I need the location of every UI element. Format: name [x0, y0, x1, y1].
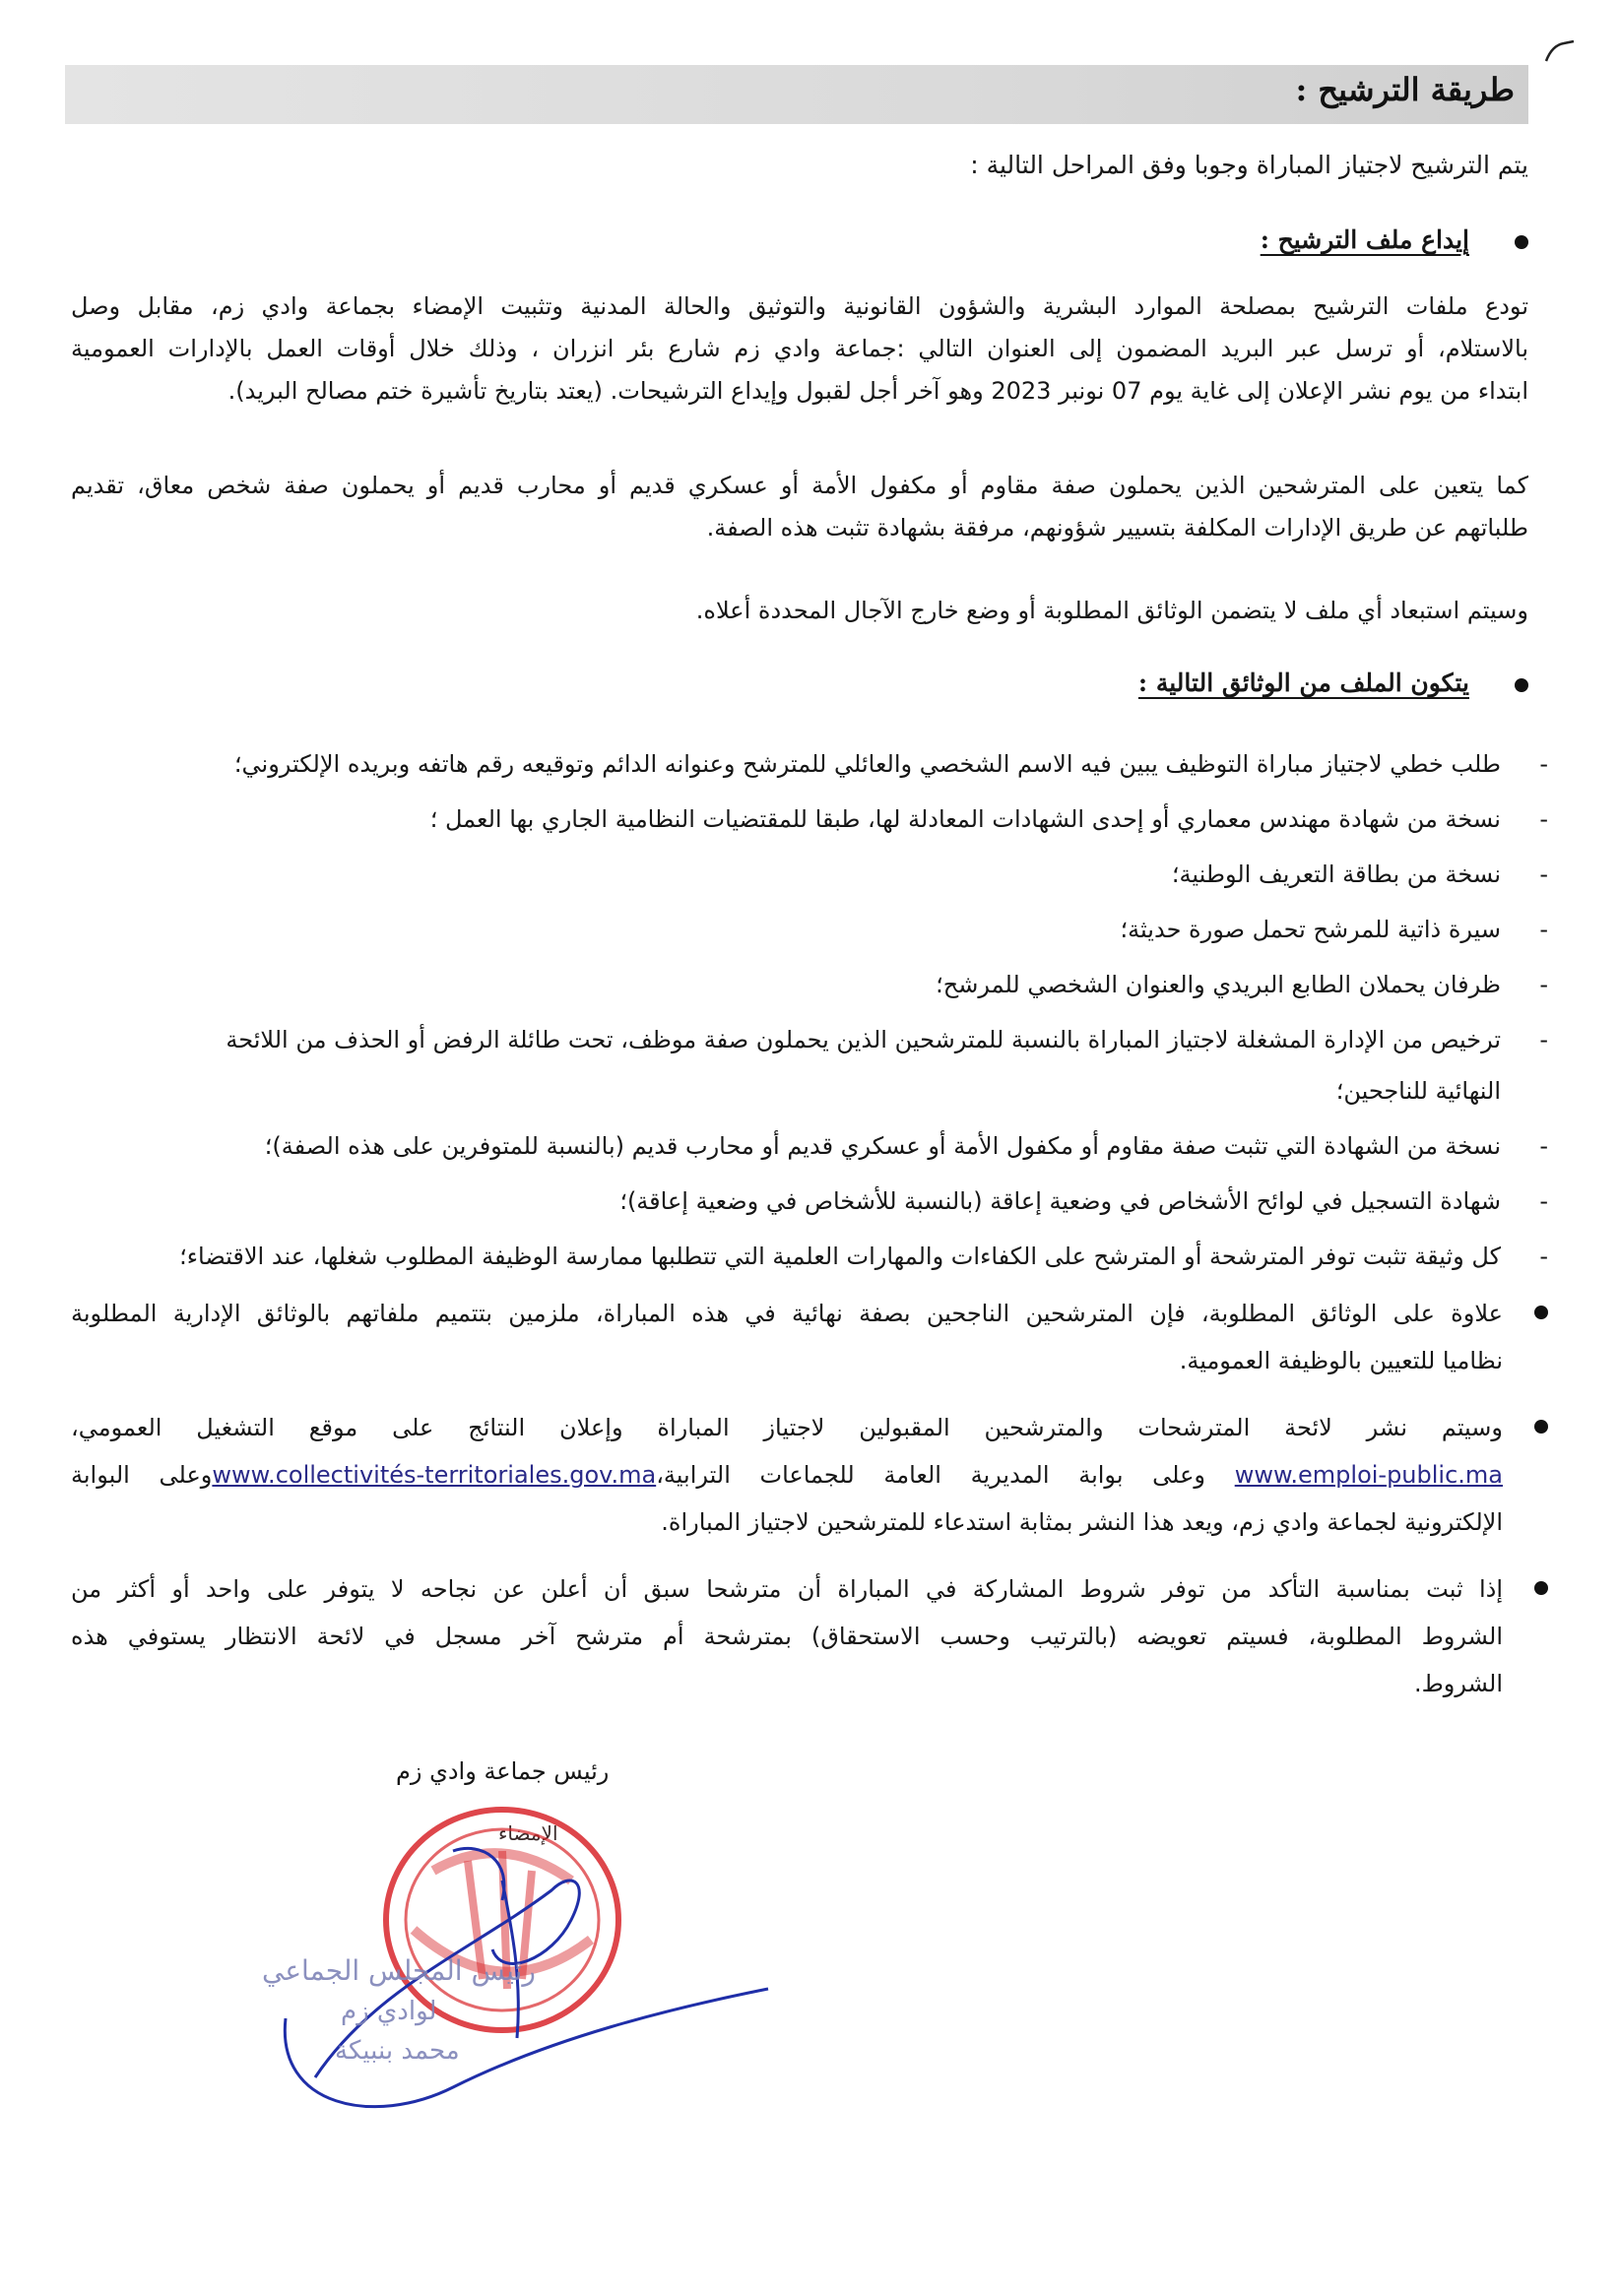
dash-marker: - [1539, 750, 1548, 778]
signature-label: الإمضاء [498, 1821, 558, 1845]
dash-marker: - [1539, 805, 1548, 833]
paragraph-line: علاوة على الوثائق المطلوبة، فإن المترشحين الناجحين بصفة نهائية في هذه المباراة، ملزمين بتتميم ملفاتهم بالوثائق الإدارية المطلوبة [71, 1300, 1503, 1327]
signatory-title: رئيس جماعة وادي زم [396, 1757, 610, 1785]
dash-marker: - [1539, 861, 1548, 888]
paragraph-line: تودع ملفات الترشيح بمصلحة الموارد البشرية والشؤون القانونية والتوثيق والحالة المدنية وتثبيت الإمضاء بجماعة وادي زم، مقابل وصل [71, 292, 1528, 320]
deposit-paragraph-1 [71, 288, 1528, 409]
seal-president-title: رئيس المجلس الجماعي [262, 1954, 536, 1987]
list-item: - نسخة من شهادة مهندس معماري أو إحدى الشهادات المعادلة لها، طبقا للمقتضيات النظامية الجاري بها العمل ؛ [71, 801, 1548, 837]
paragraph-line: طلباتهم عن طريق الإدارات المكلفة بتسيير شؤونهم، مرفقة بشهادة تثبت هذه الصفة. [706, 514, 1528, 542]
documents-list [71, 746, 1548, 1274]
paragraph-line: كما يتعين على المترشحين الذين يحملون صفة مقاوم أو مكفول الأمة أو عسكري قديم أو محارب قديم أو يحملون صفة شخص معاق، تقديم [71, 472, 1528, 499]
list-item: - نسخة من بطاقة التعريف الوطنية؛ [71, 857, 1548, 892]
emploi-public-link[interactable]: www.emploi-public.ma [1234, 1461, 1503, 1489]
paragraph-line: ابتداء من يوم نشر الإعلان إلى غاية يوم 07 نونبر 2023 وهو آخر أجل لقبول وإيداع الترشيحات. (يعتد بتاريخ تأشيرة ختم مصالح البريد). [227, 377, 1528, 405]
paragraph-line: وسيتم استبعاد أي ملف لا يتضمن الوثائق المطلوبة أو وضع خارج الآجال المحددة أعلاه. [695, 597, 1528, 624]
paragraph-line: الشروط. [1413, 1670, 1503, 1697]
section-title-bar [65, 65, 1528, 124]
bullet-icon [1534, 1420, 1548, 1434]
paragraph-line: نظاميا للتعيين بالوظيفة العمومية. [1179, 1347, 1503, 1374]
collectivites-link[interactable]: www.collectivités-territoriales.gov.ma [212, 1461, 657, 1489]
deposit-heading: إيداع ملف الترشيح : [1261, 223, 1528, 258]
dash-marker: - [1539, 1026, 1548, 1053]
deposit-paragraph-2 [71, 468, 1528, 545]
paragraph-line: الإلكترونية لجماعة وادي زم، ويعد هذا النشر بمثابة استدعاء للمترشحين لاجتياز المباراة. [661, 1508, 1503, 1536]
dash-marker: - [1539, 971, 1548, 998]
dash-marker: - [1539, 1243, 1548, 1270]
seal-commune-name: لوادي زم [341, 1997, 437, 2026]
note-additional-documents [71, 1290, 1548, 1384]
list-item: - طلب خطي لاجتياز مباراة التوظيف يبين فيه الاسم الشخصي والعائلي للمترشح وعنوانه الدائم وتوقيعه رقم هاتفه وبريده الإلكتروني؛ [71, 746, 1548, 782]
paragraph-line: www.emploi-public.ma وعلى بوابة المديرية العامة للجماعات الترابية،www.collectivités-territoriales.gov.maوعلى البوابة [71, 1461, 1503, 1489]
list-item: - نسخة من الشهادة التي تثبت صفة مقاوم أو مكفول الأمة أو عسكري قديم أو محارب قديم (بالنسبة للمتوفرين على هذه الصفة)؛ [71, 1128, 1548, 1164]
corner-pen-mark [1542, 35, 1582, 65]
section-title: طريقة الترشيح : [1295, 71, 1515, 108]
note-replacement [71, 1565, 1548, 1707]
list-item: - سيرة ذاتية للمرشح تحمل صورة حديثة؛ [71, 912, 1548, 947]
paragraph-line: بالاستلام، أو ترسل عبر البريد المضمون إلى العنوان التالي :جماعة وادي زم شارع بئر انزران ، وذلك خلال أوقات العمل بالإدارات العمومية [71, 335, 1528, 362]
bullet-icon [1534, 1581, 1548, 1595]
list-item: - شهادة التسجيل في لوائح الأشخاص في وضعية إعاقة (بالنسبة للأشخاص في وضعية إعاقة)؛ [71, 1183, 1548, 1219]
dash-marker: - [1539, 1132, 1548, 1160]
intro-text: يتم الترشيح لاجتياز المباراة وجوبا وفق المراحل التالية : [970, 151, 1528, 179]
bullet-icon [1515, 235, 1528, 249]
list-item: - ترخيص من الإدارة المشغلة لاجتياز المباراة بالنسبة للمترشحين الذين يحملون صفة موظف، تحت طائلة الرفض أو الحذف من اللائحة النهائية للناجحين؛ [71, 1022, 1548, 1109]
bullet-icon [1534, 1306, 1548, 1319]
deposit-paragraph-3 [71, 593, 1528, 628]
list-item: - كل وثيقة تثبت توفر المترشحة أو المترشح على الكفاءات والمهارات العلمية التي تتطلبها ممارسة الوظيفة المطلوب شغلها، عند الاقتضاء؛ [71, 1239, 1548, 1274]
list-item: - ظرفان يحملان الطابع البريدي والعنوان الشخصي للمرشح؛ [71, 967, 1548, 1002]
paragraph-line: الشروط المطلوبة، فسيتم تعويضه (بالترتيب وحسب الاستحقاق) بمترشحة أم مترشح آخر مسجل في لائحة الانتظار يستوفي هذه [71, 1623, 1503, 1650]
dash-marker: - [1539, 916, 1548, 943]
documents-heading: يتكون الملف من الوثائق التالية : [1138, 666, 1528, 701]
note-publication [71, 1404, 1548, 1546]
seal-person-name: محمد بنبيكة [335, 2036, 460, 2066]
paragraph-line: إذا ثبت بمناسبة التأكد من توفر شروط المشاركة في المباراة أن مترشحا سبق أن أعلن عن نجاحه لا يتوفر على واحد أو أكثر من [71, 1575, 1503, 1603]
paragraph-line: وسيتم نشر لائحة المترشحات والمترشحين المقبولين لاجتياز المباراة وإعلان النتائج على موقع التشغيل العمومي، [71, 1414, 1503, 1441]
dash-marker: - [1539, 1187, 1548, 1215]
bullet-icon [1515, 678, 1528, 692]
